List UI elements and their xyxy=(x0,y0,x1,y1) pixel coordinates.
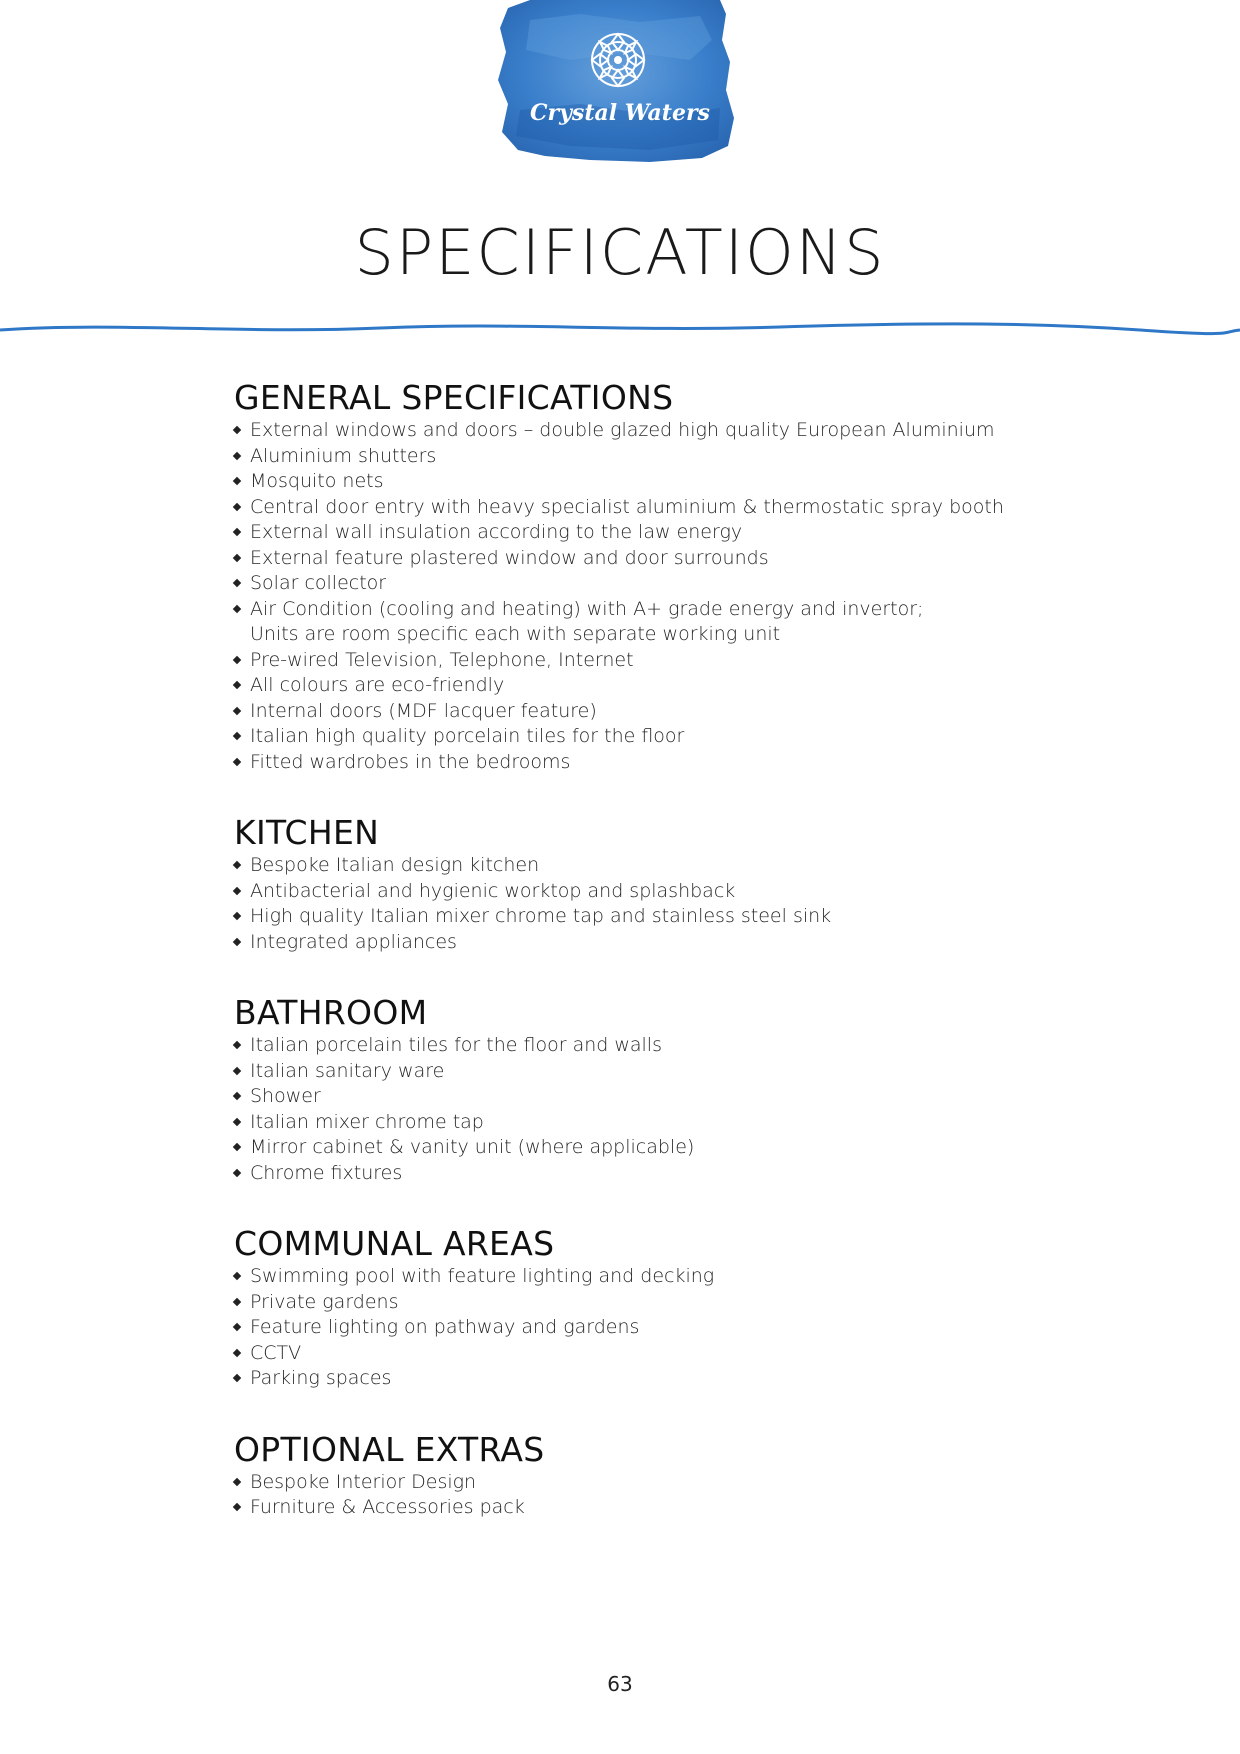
diamond-bullet-icon xyxy=(233,1272,241,1280)
diamond-bullet-icon xyxy=(233,757,241,765)
diamond-bullet-icon xyxy=(233,1348,241,1356)
spec-item-text: Swimming pool with feature lighting and decking xyxy=(250,1265,715,1287)
spec-item-text: External windows and doors – double glazed high quality European Aluminium xyxy=(250,419,995,441)
diamond-bullet-icon xyxy=(233,1374,241,1382)
diamond-bullet-icon xyxy=(233,1143,241,1151)
spec-item-text: Integrated appliances xyxy=(250,930,457,953)
spec-item xyxy=(234,1315,1034,1341)
spec-item-text: Bespoke Italian design kitchen xyxy=(250,854,540,876)
spec-list xyxy=(234,1264,1034,1392)
wave-divider xyxy=(0,318,1240,342)
diamond-bullet-icon xyxy=(233,655,241,663)
spec-item-text: Chrome fixtures xyxy=(250,1161,403,1184)
spec-item-text: Fitted wardrobes in the bedrooms xyxy=(250,750,571,773)
spec-item xyxy=(234,853,1034,879)
section-title: OPTIONAL EXTRAS xyxy=(234,1429,545,1469)
spec-list xyxy=(234,418,1034,775)
diamond-bullet-icon xyxy=(233,477,241,485)
spec-item-text: Private gardens xyxy=(250,1290,399,1313)
spec-item xyxy=(234,673,1034,699)
spec-item-text: Aluminium shutters xyxy=(250,444,437,467)
spec-item-text: Mirror cabinet & vanity unit (where applicable) xyxy=(250,1136,695,1158)
spec-list xyxy=(234,1033,1034,1186)
brand-logo xyxy=(490,0,750,165)
spec-list xyxy=(234,853,1034,955)
spec-item-text: Antibacterial and hygienic worktop and splashback xyxy=(250,879,736,902)
spec-item-text: Pre-wired Television, Telephone, Internet xyxy=(250,648,634,671)
spec-item-text: Mosquito nets xyxy=(250,470,384,492)
spec-item xyxy=(234,1290,1034,1316)
spec-item xyxy=(234,418,1034,444)
diamond-bullet-icon xyxy=(233,604,241,612)
diamond-bullet-icon xyxy=(233,912,241,920)
spec-item-text: Central door entry with heavy specialist aluminium & thermostatic spray booth xyxy=(250,495,1004,518)
spec-item-text: Shower xyxy=(250,1085,321,1107)
spec-item xyxy=(234,546,1034,572)
section-title: KITCHEN xyxy=(234,813,380,852)
spec-item-text: Italian high quality porcelain tiles for the floor xyxy=(250,725,685,747)
spec-item xyxy=(234,597,1034,648)
spec-item-text: External wall insulation according to the law energy xyxy=(250,521,743,543)
section-kitchen xyxy=(234,813,1034,955)
spec-item xyxy=(234,469,1034,495)
spec-item-text: High quality Italian mixer chrome tap and stainless steel sink xyxy=(250,905,832,927)
mandala-icon xyxy=(592,34,644,86)
diamond-bullet-icon xyxy=(233,1041,241,1049)
spec-item xyxy=(234,750,1034,776)
diamond-bullet-icon xyxy=(233,732,241,740)
section-title: BATHROOM xyxy=(234,993,428,1032)
spec-item-text: Furniture & Accessories pack xyxy=(250,1496,525,1518)
diamond-bullet-icon xyxy=(233,861,241,869)
diamond-bullet-icon xyxy=(233,1323,241,1331)
diamond-bullet-icon xyxy=(233,706,241,714)
spec-item xyxy=(234,904,1034,930)
spec-item xyxy=(234,1084,1034,1110)
spec-item xyxy=(234,879,1034,905)
page-title: SPECIFICATIONS xyxy=(354,216,886,289)
spec-item-text: Internal doors (MDF lacquer feature) xyxy=(250,699,597,722)
diamond-bullet-icon xyxy=(233,579,241,587)
section-general-specifications xyxy=(234,378,1034,775)
spec-item-text: Feature lighting on pathway and gardens xyxy=(250,1316,640,1338)
spec-item-text: Solar collector xyxy=(250,572,387,594)
spec-item xyxy=(234,648,1034,674)
spec-item-text: Italian porcelain tiles for the floor and walls xyxy=(250,1034,662,1056)
section-bathroom xyxy=(234,993,1034,1186)
spec-item xyxy=(234,520,1034,546)
diamond-bullet-icon xyxy=(233,451,241,459)
diamond-bullet-icon xyxy=(233,1066,241,1074)
spec-item-text: Air Condition (cooling and heating) with A+ grade energy and invertor; xyxy=(250,597,924,620)
spec-item-text: Parking spaces xyxy=(250,1367,392,1389)
section-optional-extras xyxy=(234,1430,1034,1521)
diamond-bullet-icon xyxy=(233,1503,241,1511)
spec-item xyxy=(234,1135,1034,1161)
spec-item xyxy=(234,724,1034,750)
spec-item xyxy=(234,1341,1034,1367)
spec-item xyxy=(234,1161,1034,1187)
spec-item xyxy=(234,1059,1034,1085)
spec-list xyxy=(234,1470,1034,1521)
diamond-bullet-icon xyxy=(233,1117,241,1125)
diamond-bullet-icon xyxy=(233,1297,241,1305)
spec-item xyxy=(234,1366,1034,1392)
spec-item xyxy=(234,930,1034,956)
spec-item-text: Italian mixer chrome tap xyxy=(250,1110,484,1133)
diamond-bullet-icon xyxy=(233,886,241,894)
spec-item-text: External feature plastered window and door surrounds xyxy=(250,546,769,569)
diamond-bullet-icon xyxy=(233,937,241,945)
diamond-bullet-icon xyxy=(233,1168,241,1176)
spec-item-continuation: Units are room specific each with separate working unit xyxy=(250,623,781,645)
spec-item xyxy=(234,571,1034,597)
section-title: COMMUNAL AREAS xyxy=(234,1224,555,1263)
spec-item xyxy=(234,1264,1034,1290)
spec-item-text: All colours are eco-friendly xyxy=(250,674,505,696)
diamond-bullet-icon xyxy=(233,502,241,510)
spec-item xyxy=(234,1495,1034,1521)
specifications-content xyxy=(234,378,1034,1559)
spec-item xyxy=(234,444,1034,470)
spec-item xyxy=(234,1470,1034,1496)
section-communal-areas xyxy=(234,1224,1034,1392)
page-number: 63 xyxy=(607,1672,633,1696)
diamond-bullet-icon xyxy=(233,1092,241,1100)
diamond-bullet-icon xyxy=(233,1477,241,1485)
spec-item xyxy=(234,495,1034,521)
section-title: GENERAL SPECIFICATIONS xyxy=(234,378,674,417)
spec-item xyxy=(234,699,1034,725)
diamond-bullet-icon xyxy=(233,681,241,689)
spec-item-text: Bespoke Interior Design xyxy=(250,1470,477,1493)
diamond-bullet-icon xyxy=(233,553,241,561)
spec-item xyxy=(234,1110,1034,1136)
diamond-bullet-icon xyxy=(233,528,241,536)
diamond-bullet-icon xyxy=(233,426,241,434)
spec-item-text: Italian sanitary ware xyxy=(250,1059,445,1082)
logo-watercolor-icon xyxy=(490,0,750,165)
spec-item-text: CCTV xyxy=(250,1341,302,1364)
logo-brand-text: Crystal Waters xyxy=(530,100,710,126)
spec-item xyxy=(234,1033,1034,1059)
